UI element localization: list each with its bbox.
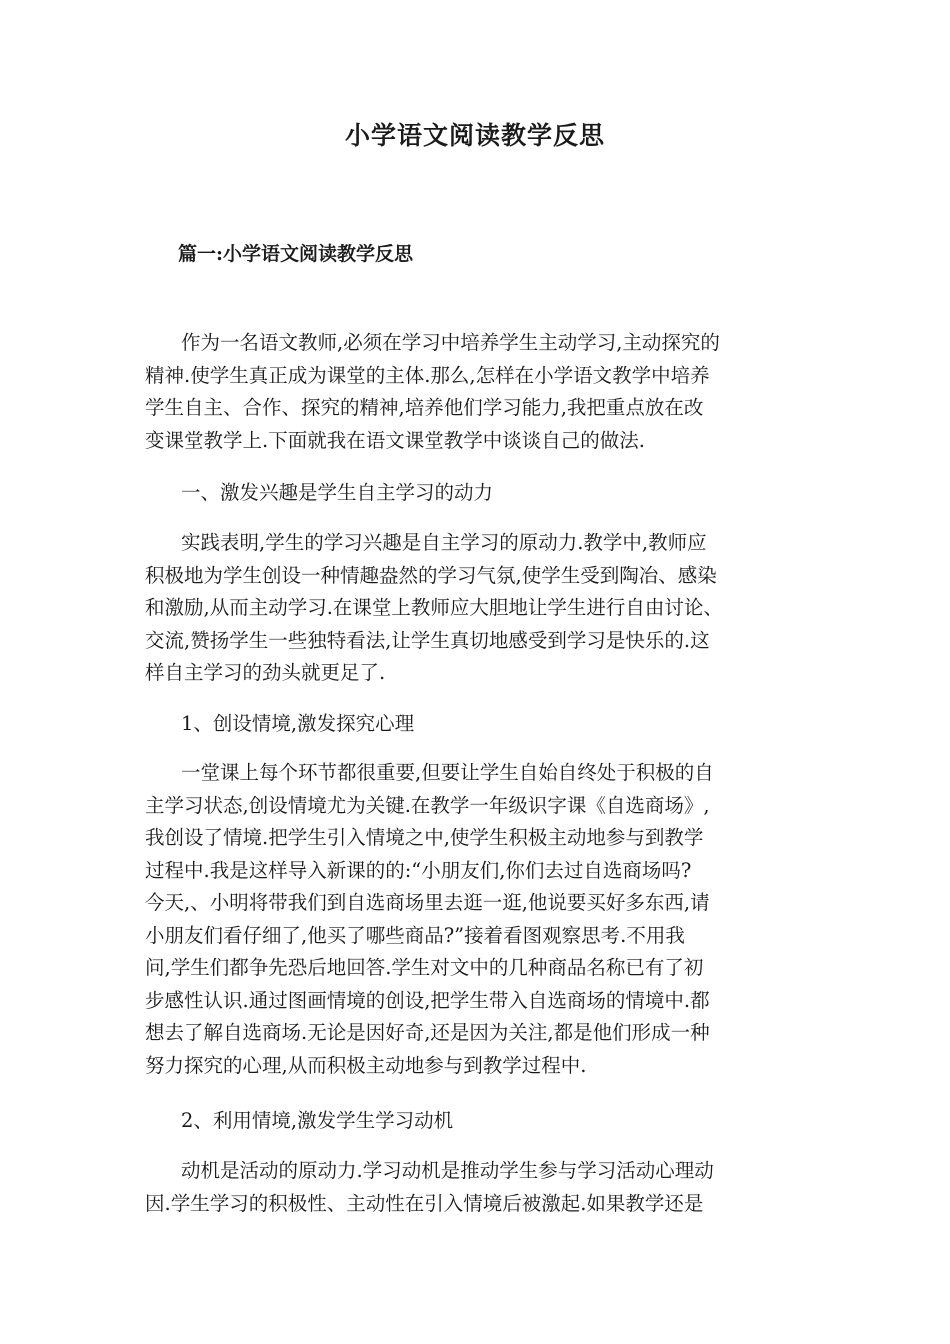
text-line: 精神.使学生真正成为课堂的主体.那么,怎样在小学语文教学中培养 (145, 363, 710, 387)
text-line: 实践表明,学生的学习兴趣是自主学习的原动力.教学中,教师应 (181, 531, 707, 554)
text-line: 变课堂教学上.下面就我在语文课堂教学中谈谈自己的做法. (145, 428, 645, 452)
text-line: 学生自主、合作、探究的精神,培养他们学习能力,我把重点放在改 (145, 396, 704, 419)
document-title: 小学语文阅读教学反思 (344, 121, 605, 150)
text-line: 过程中.我是这样导入新课的的:“小朋友们,你们去过自选商场吗? (145, 858, 692, 882)
paragraph-motivation (145, 1155, 825, 1220)
text-line: 积极地为学生创设一种情趣盎然的学习气氛,使学生受到陶冶、感染 (145, 563, 717, 587)
section-heading: 篇一:小学语文阅读教学反思 (178, 243, 414, 265)
text-line: 一堂课上每个环节都很重要,但要让学生自始自终处于积极的自 (181, 761, 714, 784)
text-line: 问,学生们都争先恐后地回答.学生对文中的几种商品名称已有了初 (145, 956, 704, 979)
text-line: 因.学生学习的积极性、主动性在引入情境后被激起.如果教学还是 (145, 1191, 704, 1215)
subsection-heading-2 (145, 1105, 825, 1138)
text-line: 想去了解自选商场.无论是因好奇,还是因为关注,都是他们形成一种 (145, 1021, 710, 1044)
text-line: 步感性认识.通过图画情境的创设,把学生带入自选商场的情境中.都 (145, 988, 710, 1012)
text-line: 和激励,从而主动学习.在课堂上教师应大胆地让学生进行自由讨论、 (145, 596, 723, 619)
text-line: 交流,赞扬学生一些独特看法,让学生真切地感受到学习是快乐的.这 (145, 628, 710, 652)
text-line: 努力探究的心理,从而积极主动地参与到教学过程中. (145, 1053, 587, 1077)
text-line: 主学习状态,创设情境尤为关键.在教学一年级识字课《自选商场》, (145, 793, 710, 817)
paragraph-situation (145, 757, 825, 1082)
paragraph-interest (145, 527, 825, 690)
text-line: 今天,、小明将带我们到自选商场里去逛一逛,他说要买好多东西,请 (145, 891, 710, 914)
section-heading-one (145, 477, 825, 510)
text-line: 小朋友们看仔细了,他买了哪些商品?”接着看图观察思考.不用我 (145, 923, 685, 947)
subsection-heading-1 (145, 708, 825, 741)
text-line: 作为一名语文教师,必须在学习中培养学生主动学习,主动探究的 (181, 331, 720, 354)
text-line: 2、利用情境,激发学生学习动机 (181, 1109, 454, 1132)
text-line: 样自主学习的劲头就更足了. (145, 661, 386, 684)
text-line: 一、激发兴趣是学生自主学习的动力 (181, 481, 494, 504)
text-line: 我创设了情境.把学生引入情境之中,使学生积极主动地参与到教学 (145, 826, 704, 849)
intro-paragraph (145, 327, 825, 457)
text-line: 1、创设情境,激发探究心理 (181, 712, 415, 735)
text-line: 动机是活动的原动力.学习动机是推动学生参与学习活动心理动 (181, 1159, 714, 1182)
